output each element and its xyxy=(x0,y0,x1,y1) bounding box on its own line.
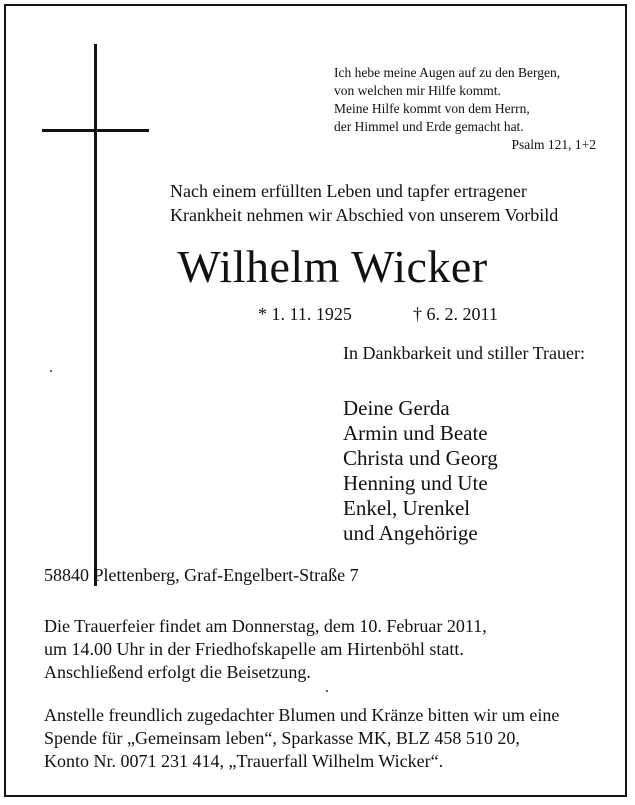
mourner-item: Deine Gerda xyxy=(343,396,450,420)
intro-line: Krankheit nehmen wir Abschied von unserem Vorbild xyxy=(170,205,559,225)
intro-line: Nach einem erfüllten Leben und tapfer ertragener xyxy=(170,181,527,201)
psalm-line: Meine Hilfe kommt von dem Herrn, xyxy=(334,101,530,116)
thanks-line: In Dankbarkeit und stiller Trauer: xyxy=(343,343,585,363)
mourners-list xyxy=(343,396,498,546)
psalm-line: von welchen mir Hilfe kommt. xyxy=(334,83,501,98)
psalm-line: der Himmel und Erde gemacht hat. xyxy=(334,119,524,134)
mourner-item: Armin und Beate xyxy=(343,421,488,445)
funeral-info xyxy=(44,615,487,684)
death-date: † 6. 2. 2011 xyxy=(413,304,498,324)
mourner-item: Henning und Ute xyxy=(343,471,488,495)
family-address: 58840 Plettenberg, Graf-Engelbert-Straße 7 xyxy=(44,565,359,585)
birth-date: * 1. 11. 1925 xyxy=(258,304,352,324)
donation-line: Anstelle freundlich zugedachter Blumen und Kränze bitten wir um eine xyxy=(44,705,560,725)
psalm-line: Ich hebe meine Augen auf zu den Bergen, xyxy=(334,65,561,80)
donation-line: Konto Nr. 0071 231 414, „Trauerfall Wilhelm Wicker“. xyxy=(44,751,444,771)
mourner-item: und Angehörige xyxy=(343,521,478,545)
cross-vertical-bar xyxy=(94,44,97,586)
funeral-line: Die Trauerfeier findet am Donnerstag, dem 10. Februar 2011, xyxy=(44,616,487,636)
mourner-item: Christa und Georg xyxy=(343,446,498,470)
mourner-item: Enkel, Urenkel xyxy=(343,496,471,520)
print-speck xyxy=(50,370,52,372)
donation-info xyxy=(44,704,559,773)
funeral-line: Anschließend erfolgt die Beisetzung. xyxy=(44,662,311,682)
donation-line: Spende für „Gemeinsam leben“, Sparkasse MK, BLZ 458 510 20, xyxy=(44,728,520,748)
psalm-reference: Psalm 121, 1+2 xyxy=(511,137,596,152)
cross-horizontal-bar xyxy=(42,129,149,132)
deceased-name: Wilhelm Wicker xyxy=(177,241,488,292)
print-speck xyxy=(326,690,328,692)
intro-text xyxy=(170,179,558,227)
psalm-quote xyxy=(334,64,596,154)
funeral-line: um 14.00 Uhr in der Friedhofskapelle am Hirtenböhl statt. xyxy=(44,639,464,659)
